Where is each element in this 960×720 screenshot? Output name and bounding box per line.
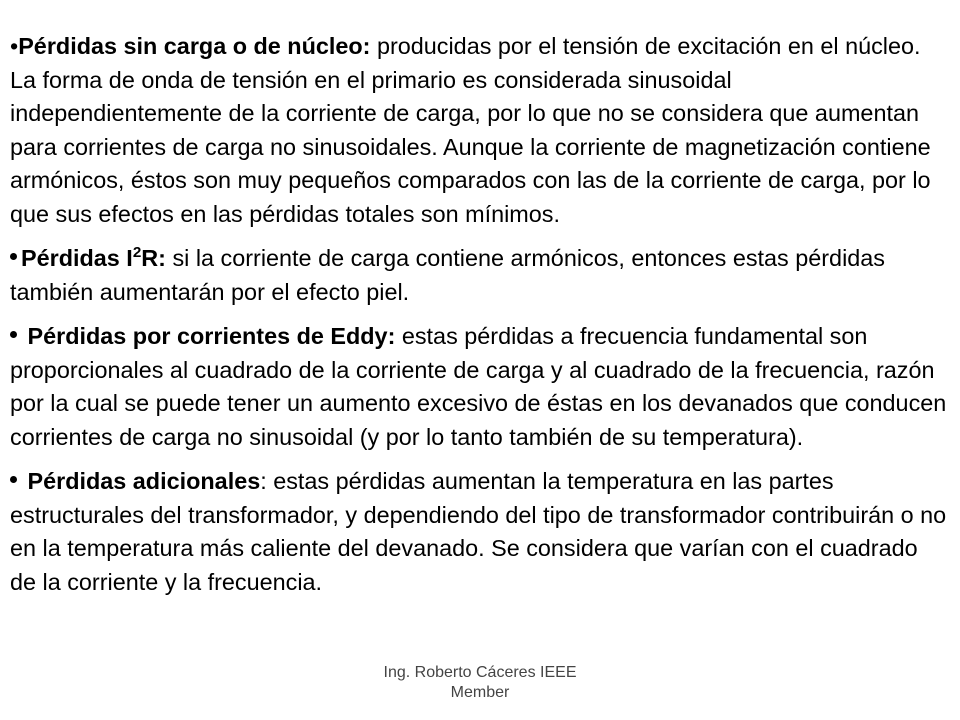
paragraph-heading: Pérdidas por corrientes de Eddy:: [27, 323, 396, 349]
heading-part-a: Pérdidas I: [21, 245, 133, 271]
paragraph-body: estas pérdidas a frecuencia fundamental son proporcionales al cuadrado de la corriente de carga y al cuadrado de la frecuencia, razón por la cual se puede tener un aumento excesivo de éstas en los devanados que conducen corrientes de carga no sinusoidal (y por lo tanto también de su temperatura).: [10, 323, 947, 450]
bullet-icon: [10, 253, 17, 260]
paragraph-heading: [21, 245, 166, 271]
paragraph-i2r-losses: [10, 242, 950, 309]
paragraph-body: producidas por el tensión de excitación en el núcleo. La forma de onda de tensión en el primario es considerada sinusoidal independientemente de la corriente de carga, por lo que no se considera que aumentan para corrientes de carga no sinusoidales. Aunque la corriente de magnetización contiene armónicos, éstos son muy pequeños comparados con las de la corriente de carga, por lo que sus efectos en las pérdidas totales son mínimos.: [10, 33, 931, 227]
paragraph-heading: Pérdidas sin carga o de núcleo:: [18, 33, 371, 59]
slide-content: [10, 30, 950, 610]
bullet-icon: [10, 476, 17, 483]
paragraph-heading: Pérdidas adicionales: [27, 468, 261, 494]
paragraph-body: si la corriente de carga contiene armónicos, entonces estas pérdidas también aumentarán por el efecto piel.: [10, 245, 885, 305]
superscript-2: 2: [132, 244, 142, 262]
footer-author: Ing. Roberto Cáceres IEEE: [383, 664, 577, 681]
bullet-icon: [10, 331, 17, 338]
paragraph-core-losses: [10, 30, 950, 231]
bullet-char: •: [10, 33, 19, 59]
paragraph-additional-losses: [10, 465, 950, 599]
paragraph-body: : estas pérdidas aumentan la temperatura en las partes estructurales del transformador, y dependiendo del tipo de transformador contribuirán o no en la temperatura más caliente del devanado. Se considera que varían con el cuadrado de la corriente y la frecuencia.: [10, 468, 947, 595]
heading-part-b: R:: [141, 245, 166, 271]
paragraph-eddy-losses: [10, 320, 950, 454]
slide-footer: [0, 663, 960, 703]
footer-member: Member: [450, 684, 510, 701]
